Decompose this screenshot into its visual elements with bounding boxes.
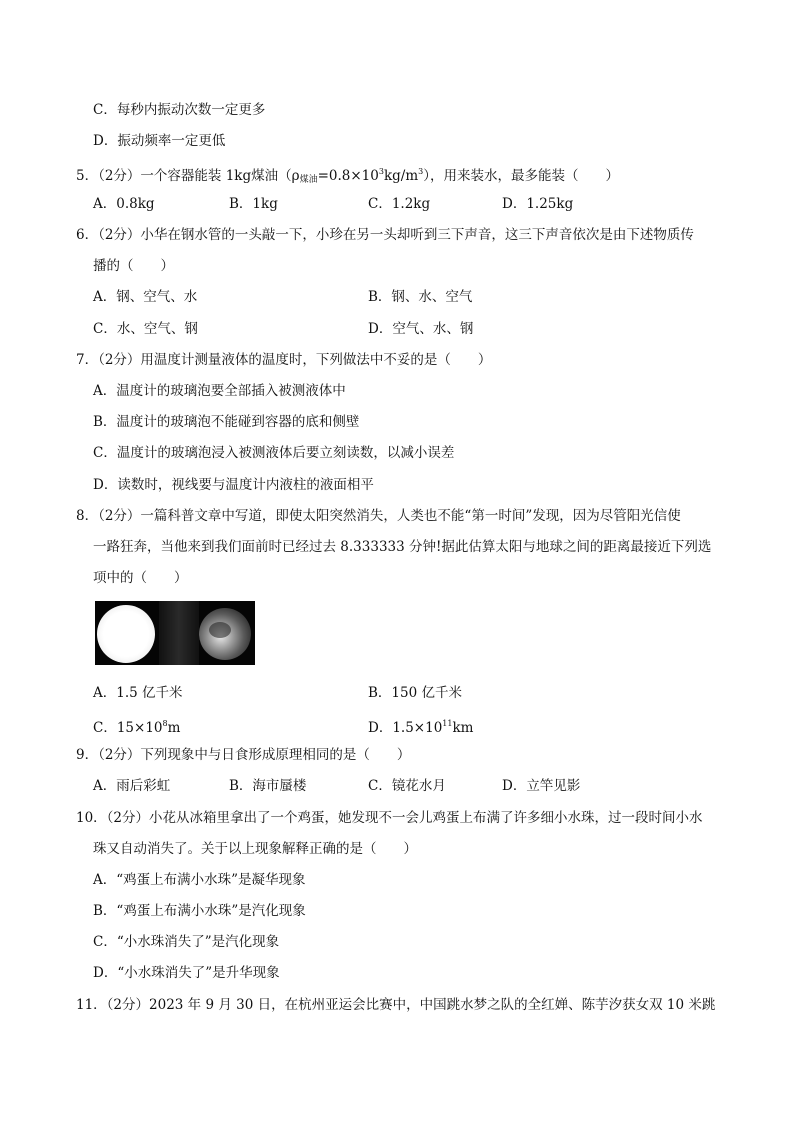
q8-option-b[interactable]: B．150 亿千米	[368, 685, 462, 701]
q6-option-b[interactable]: B．钢、水、空气	[368, 289, 473, 305]
q7-option-c[interactable]: C．温度计的玻璃泡浸入被测液体后要立刻读数，以减小误差	[93, 445, 455, 461]
q6-option-d[interactable]: D．空气、水、钢	[368, 321, 474, 337]
space-graphic	[159, 601, 199, 665]
q7-option-a[interactable]: A．温度计的玻璃泡要全部插入被测液体中	[93, 383, 346, 399]
q7-option-d[interactable]: D．读数时，视线要与温度计内液柱的液面相平	[93, 477, 374, 493]
earth-graphic	[199, 608, 251, 660]
question-6-line-2: 播的（ ）	[93, 258, 174, 274]
q5-subscript: 煤油	[299, 175, 318, 185]
q9-option-c[interactable]: C．镜花水月	[368, 778, 446, 794]
question-9: 9．（2分）下列现象中与日食形成原理相同的是（ ）	[76, 747, 411, 763]
question-6-line-1: 6．（2分）小华在钢水管的一头敲一下，小珍在另一头却听到三下声音，这三下声音依次是由下述物质传	[76, 227, 694, 243]
q4-option-c[interactable]: C．每秒内振动次数一定更多	[93, 102, 266, 118]
q10-option-b[interactable]: B．“鸡蛋上布满小水珠”是汽化现象	[93, 903, 306, 919]
q5-option-b[interactable]: B．1kg	[229, 196, 278, 212]
q8d-superscript: 11	[442, 719, 453, 728]
q8c-superscript: 8	[162, 719, 168, 728]
sun-graphic	[97, 605, 155, 663]
q8c-text: C．15×10	[93, 720, 163, 736]
q9-option-d[interactable]: D．立竿见影	[502, 778, 581, 794]
q5-text-mid: =0.8×10	[317, 168, 379, 184]
q6-option-c[interactable]: C．水、空气、钢	[93, 321, 198, 337]
q5-option-c[interactable]: C．1.2kg	[368, 196, 431, 212]
q9-option-a[interactable]: A．雨后彩虹	[93, 778, 171, 794]
q8-option-d[interactable]	[368, 715, 473, 737]
q9-option-b[interactable]: B．海市蜃楼	[229, 778, 307, 794]
q5-superscript: 3	[378, 167, 384, 176]
q8-option-a[interactable]: A．1.5 亿千米	[93, 685, 183, 701]
question-8-line-1: 8．（2分）一篇科普文章中写道，即使太阳突然消失，人类也不能“第一时间”发现，因为尽管阳光信使	[76, 508, 681, 524]
q8c-unit: m	[167, 720, 181, 736]
q5-option-d[interactable]: D．1.25kg	[502, 196, 574, 212]
q5-option-a[interactable]: A．0.8kg	[93, 196, 155, 212]
question-7: 7．（2分）用温度计测量液体的温度时，下列做法中不妥的是（ ）	[76, 352, 492, 368]
sun-earth-image	[95, 601, 255, 665]
q5-text-unit: kg/m	[383, 168, 419, 184]
q10-option-c[interactable]: C．“小水珠消失了”是汽化现象	[93, 934, 280, 950]
question-11-line-1: 11．（2分）2023 年 9 月 30 日，在杭州亚运会比赛中，中国跳水梦之队的全红婵、陈芋汐获女双 10 米跳	[76, 997, 716, 1013]
q8d-text: D．1.5×10	[368, 720, 443, 736]
q6-option-a[interactable]: A．钢、空气、水	[93, 289, 198, 305]
q10-option-d[interactable]: D．“小水珠消失了”是升华现象	[93, 965, 280, 981]
q10-option-a[interactable]: A．“鸡蛋上布满小水珠”是凝华现象	[93, 872, 306, 888]
q7-option-b[interactable]: B．温度计的玻璃泡不能碰到容器的底和侧壁	[93, 414, 360, 430]
q8-option-c[interactable]	[93, 715, 180, 737]
q5-superscript-2: 3	[418, 167, 424, 176]
q4-option-d[interactable]: D．振动频率一定更低	[93, 133, 226, 149]
question-10-line-1: 10．（2分）小花从冰箱里拿出了一个鸡蛋，她发现不一会儿鸡蛋上布满了许多细小水珠，过一段时间小水	[76, 810, 703, 826]
question-10-line-2: 珠又自动消失了。关于以上现象解释正确的是（ ）	[93, 841, 417, 857]
q5-text-pre: 5．（2分）一个容器能装 1kg煤油（ρ	[76, 168, 300, 184]
question-5	[76, 163, 619, 189]
q5-text-end: ），用来装水，最多能装（ ）	[423, 168, 619, 184]
q8d-unit: km	[452, 720, 474, 736]
question-8-line-2: 一路狂奔，当他来到我们面前时已经过去 8.333333 分钟!据此估算太阳与地球之间的距离最接近下列选	[93, 539, 712, 555]
question-8-line-3: 项中的（ ）	[93, 570, 188, 586]
